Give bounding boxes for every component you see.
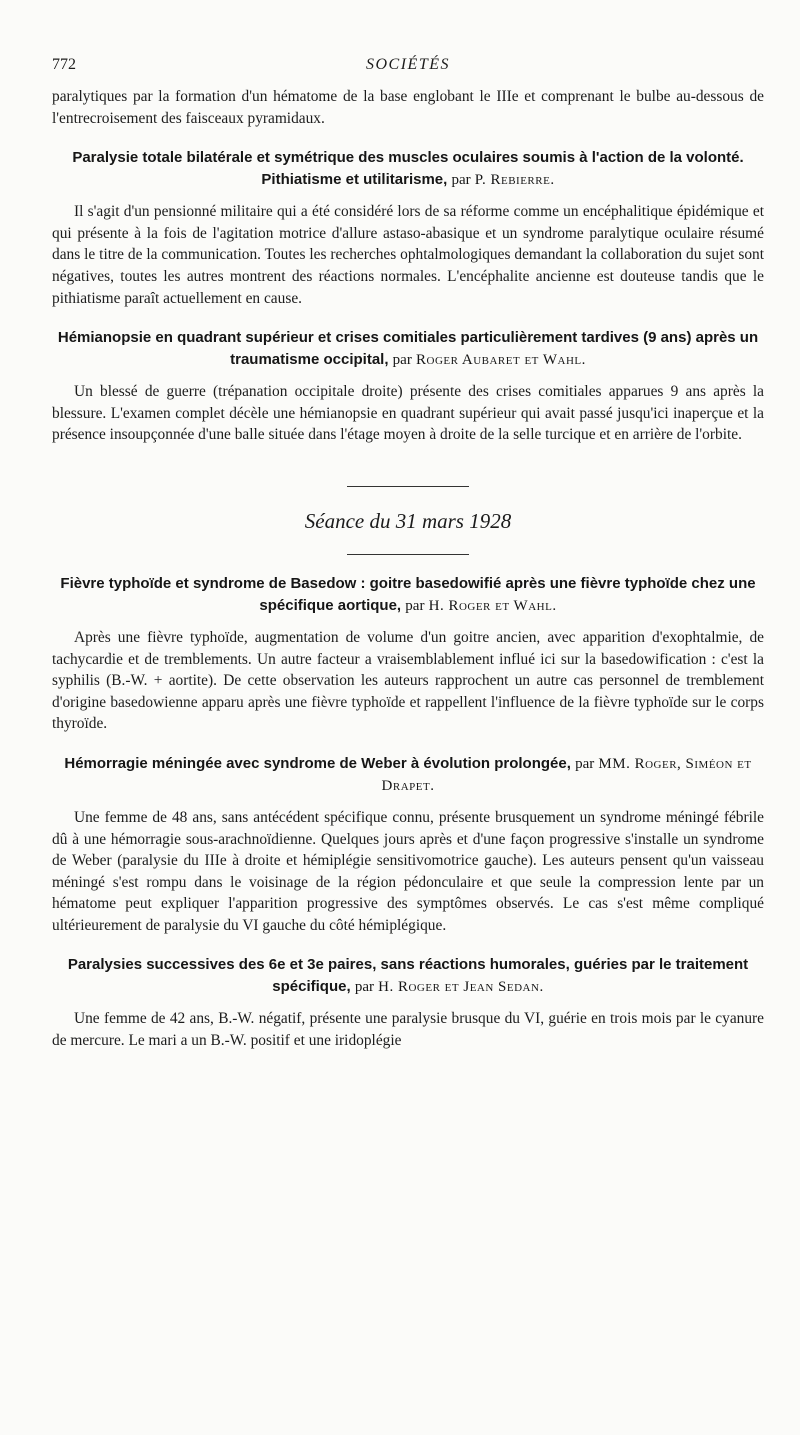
intro-paragraph: paralytiques par la formation d'un hématome de la base englobant le IIIe et comprenant le bulbe au-dessous de l'entrecroisement des faisceaux pyramidaux.	[52, 88, 764, 127]
running-header	[52, 56, 764, 82]
article-body-1: Il s'agit d'un pensionné militaire qui a été considéré lors de sa réforme comme un encéphalitique épidémique et qui présente à la fois de l'agitation motrice d'allure astaso-abasique et un syndrome paralytique oculaire résumé dans le titre de la communication. Toutes les recherches ophtalmologiques demandant la collaboration du sujet sont négatives, toutes les autres montrent des réactions normales. L'encéphalite ancienne est douteuse tandis que le pithiatisme paraît actuellement en cause.	[52, 203, 764, 307]
seance-heading: Séance du 31 mars 1928	[304, 508, 512, 533]
author-names: MM. Roger, Siméon et Drapet.	[381, 755, 752, 794]
article-body-4: Une femme de 48 ans, sans antécédent spécifique connu, présente brusquement un syndrome méningé fébrile dû à une hémorragie sous-arachnoïdienne. Quelques jours après et d'une façon progressive s'installe un syndrome de Weber (paralysie du IIIe à droite et hémiplégie sensitivomotrice gauche). Les auteurs pensent qu'un vaisseau méningé s'est rompu dans le voisinage de la région pédonculaire et que seule la compression lente par un hématome peut expliquer l'apparition progressive des symptômes observés. Le cas s'est même compliqué ultérieurement de paralysie du VI gauche du côté hémiplégique.	[52, 808, 764, 934]
page-number: 772	[52, 56, 76, 73]
author-names: H. Roger et Jean Sedan.	[378, 979, 544, 996]
page-content	[52, 56, 764, 1052]
title-text: Hémorragie méningée avec syndrome de Weber à évolution prolongée,	[64, 754, 571, 772]
article-title-1	[52, 147, 764, 191]
article-title-3	[52, 573, 764, 617]
article-body-2: Un blessé de guerre (trépanation occipitale droite) présente des crises comitiales apparues 9 ans après la blessure. L'examen complet décèle une hémianopsie en quadrant supérieur qui avait passé jusqu'ici inaperçue et la présence insoupçonnée d'une balle située dans l'étage moyen à droite de la selle turcique et en arrière de l'orbite.	[52, 383, 764, 444]
article-title-4	[52, 753, 764, 797]
by-word: par	[405, 597, 425, 614]
by-word: par	[575, 755, 595, 772]
article-body-3: Après une fièvre typhoïde, augmentation de volume d'un goitre ancien, avec apparition d'exophtalmie, de tachycardie et de tremblements. Un autre facteur a vraisemblablement influé ici sur la basedowification : c'est la syphilis (B.-W. + aortite). De cette observation les auteurs rapprochent un autre cas personnel de tremblement d'origine basedowienne apparu après une fièvre typhoïde et rappellent l'influence de la fièvre typhoïde sur le corps thyroïde.	[52, 628, 764, 733]
article-title-5	[52, 954, 764, 998]
title-text: Paralysie totale bilatérale et symétrique des muscles oculaires soumis à l'action de la volonté. Pithiatisme et utilitarisme,	[72, 149, 744, 189]
running-title: SOCIÉTÉS	[366, 56, 450, 73]
article-body-5: Une femme de 42 ans, B.-W. négatif, présente une paralysie brusque du VI, guérie en trois mois par le cyanure de mercure. Le mari a un B.-W. positif et une iridoplégie	[52, 1010, 764, 1050]
by-word: par	[354, 979, 374, 996]
by-word: par	[392, 352, 412, 369]
separator-rule-top	[347, 486, 469, 487]
article-title-2	[52, 327, 764, 371]
title-text: Hémianopsie en quadrant supérieur et crises comitiales particulièrement tardives (9 ans) après un traumatisme occipital,	[57, 329, 759, 369]
author-names: Roger Aubaret et Wahl.	[416, 352, 586, 369]
title-text: Fièvre typhoïde et syndrome de Basedow : goitre basedowifié après une fièvre typhoïde chez une spécifique aortique,	[60, 574, 756, 614]
title-text: Paralysies successives des 6e et 3e paires, sans réactions humorales, guéries par le traitement spécifique,	[67, 956, 749, 996]
by-word: par	[451, 172, 471, 189]
author-names: H. Roger et Wahl.	[428, 597, 557, 614]
author-names: P. Rebierre.	[474, 172, 555, 189]
